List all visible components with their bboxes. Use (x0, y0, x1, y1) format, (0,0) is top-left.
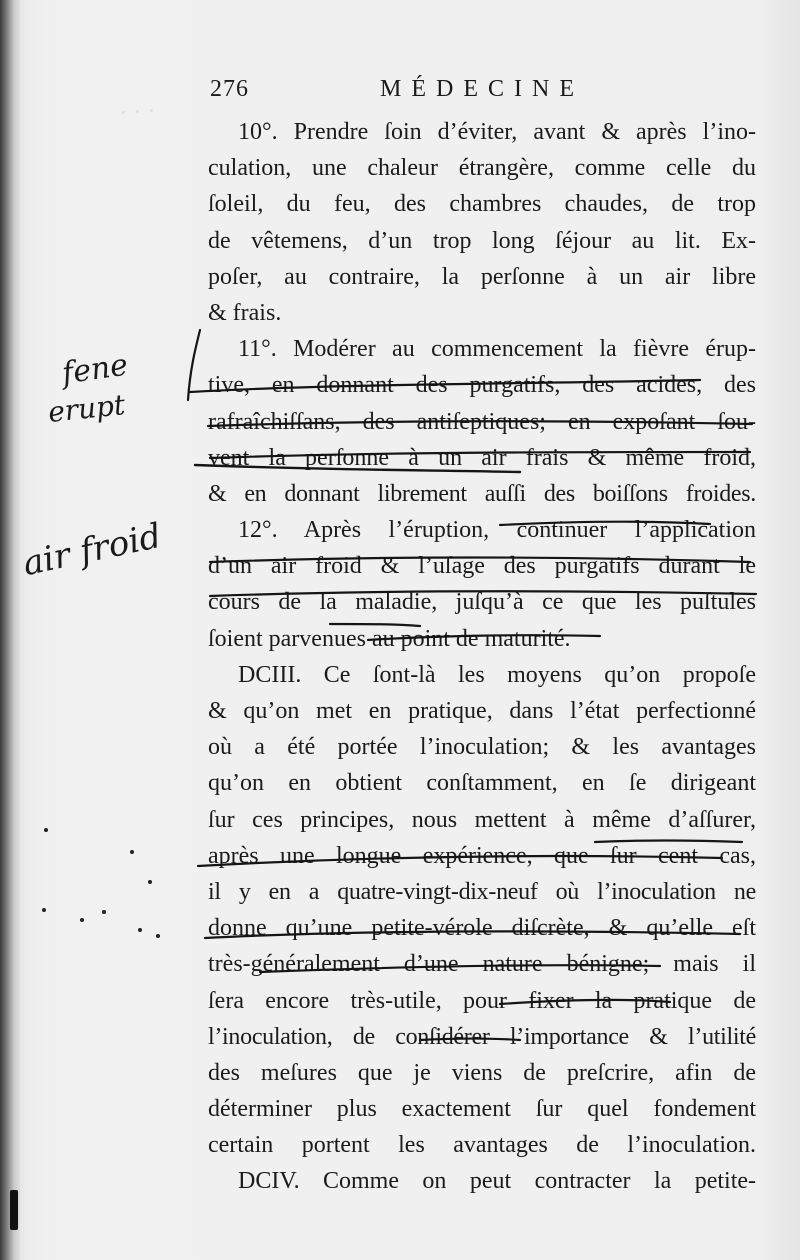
text-line: des meſures que je viens de preſcrire, afin de (208, 1059, 756, 1086)
text-line: déterminer plus exactement ſur quel fondement (208, 1096, 756, 1123)
text-line: ſoleil, du feu, des chambres chaudes, de trop (208, 191, 756, 218)
ink-speck (80, 918, 84, 922)
ink-speck (138, 928, 142, 932)
text-line: & qu’on met en pratique, dans l’état perfectionné (208, 698, 756, 724)
text-line: l’inoculation, de conſidérer l’importance & l’utilité (208, 1023, 756, 1050)
text-line: ſera encore très-utile, pour fixer la pratique de (208, 987, 756, 1014)
text-line: DCIII. Ce ſont-là les moyens qu’on propoſe (238, 661, 756, 688)
text-line: tive, en donnant des purgatifs, des acides, des (208, 372, 756, 399)
text-line: après une longue expérience, que ſur cent cas, (208, 842, 756, 869)
text-line: il y en a quatre-vingt-dix-neuf où l’inoculation ne (208, 878, 756, 905)
ink-speck (102, 910, 106, 914)
ink-speck (130, 850, 134, 854)
text-line: vent la perſonne à un air frais & même froid, (208, 444, 756, 471)
text-line: très-généralement d’une nature bénigne; mais il (208, 951, 756, 978)
text-line: 10°. Prendre ſoin d’éviter, avant & après l’ino- (238, 119, 756, 145)
ink-speck (156, 934, 160, 938)
text-line: certain portent les avantages de l’inoculation. (208, 1132, 756, 1159)
text-line: DCIV. Comme on peut contracter la petite- (238, 1168, 756, 1195)
ink-speck (44, 828, 48, 832)
text-line: où a été portée l’inoculation; & les avantages (208, 734, 756, 761)
ink-speck (42, 908, 46, 912)
text-line: 12°. Après l’éruption, continuer l’application (238, 517, 756, 544)
text-line: d’un air froid & l’uſage des purgatifs durant le (208, 553, 756, 580)
text-line: culation, une chaleur étrangère, comme celle du (208, 155, 756, 182)
text-line: poſer, au contraire, la perſonne à un air libre (208, 263, 756, 290)
page-header (0, 76, 800, 110)
text-line: & frais. (208, 299, 282, 326)
margin-note: air froid (19, 515, 165, 585)
text-line: ſur ces principes, nous mettent à même d’aſſurer, (208, 806, 756, 833)
body-text (208, 114, 756, 1200)
margin-note: erupt (46, 388, 127, 429)
text-line: donne qu’une petite-vérole diſcrète, & qu’elle eſt (208, 915, 756, 942)
bleed-through-mark: · · · (119, 98, 156, 127)
text-line: rafraîchiſſans, des antiſeptiques; en expoſant ſou- (208, 408, 756, 435)
text-line: ſoient parvenues au point de maturité. (208, 625, 571, 652)
text-line: & en donnant librement auſſi des boiſſons froides. (208, 480, 756, 507)
page-number: 276 (210, 76, 249, 102)
text-line: 11°. Modérer au commencement la fièvre érup- (238, 336, 756, 363)
underline-stroke (188, 330, 200, 400)
book-spine-shadow (0, 0, 20, 1260)
margin-note: fene (59, 347, 131, 392)
text-line: de vêtemens, d’un trop long ſéjour au lit. Ex- (208, 227, 756, 254)
text-line: qu’on en obtient conſtamment, en ſe dirigeant (208, 770, 756, 797)
ink-specks (30, 810, 180, 950)
text-line: cours de la maladie, juſqu’à ce que les puſtules (208, 589, 756, 616)
spine-ink-mark (10, 1190, 18, 1230)
running-head: MÉDECINE (380, 76, 584, 102)
ink-speck (148, 880, 152, 884)
